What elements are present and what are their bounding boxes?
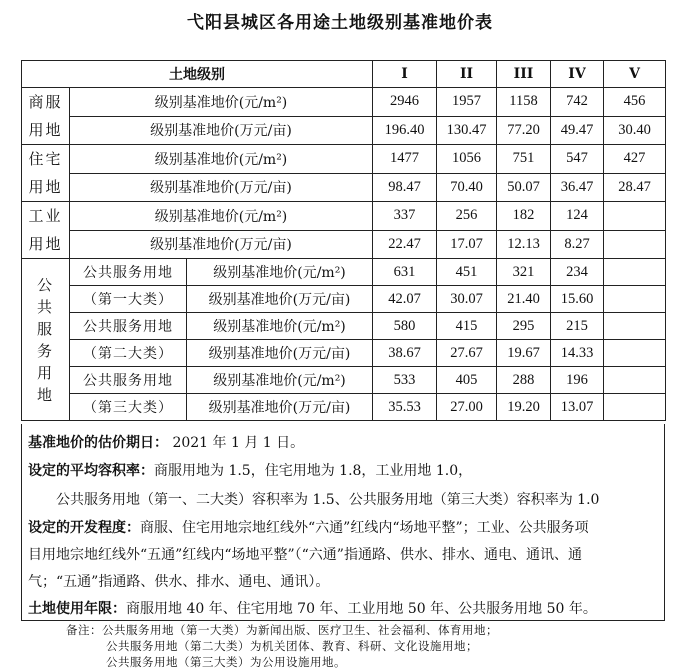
remark-line: 公共服务用地（第三大类）为公用设施用地。 [106,655,346,669]
value-cell: 321 [497,259,551,286]
note-development-line2: 目用地宗地红线外“五通”红线内“场地平整”（“六通”指通路、供水、排水、通电、通讯、通 [28,547,582,563]
table-row [22,259,666,286]
note-label: 基准地价的估价期日： [28,435,168,451]
value-cell [604,230,666,259]
remark-line: 备注：公共服务用地（第一大类）为新闻出版、医疗卫生、社会福利、体育用地； [66,623,498,637]
value-cell: 742 [551,88,604,117]
note-far-line2: 公共服务用地（第一、二大类）容积率为 1.5、公共服务用地（第三大类）容积率为 1.0 [56,492,600,508]
value-cell: 196.40 [373,116,437,145]
value-cell: 427 [604,145,666,174]
value-cell [604,394,666,421]
value-cell: 451 [437,259,497,286]
value-cell: 19.20 [497,394,551,421]
value-cell [604,286,666,313]
public-group-name: 公共服务用地 [70,367,187,394]
value-cell: 77.20 [497,116,551,145]
row-label: 级别基准地价(万元/亩) [187,394,373,421]
value-cell: 98.47 [373,173,437,202]
value-cell: 533 [373,367,437,394]
row-label: 级别基准地价(万元/亩) [187,286,373,313]
category-industrial: 工业用地 [22,202,70,259]
table-row [22,230,666,259]
notes-box [21,424,665,621]
value-cell: 70.40 [437,173,497,202]
value-cell: 234 [551,259,604,286]
category-public-label: 公共服务用地 [36,275,54,404]
value-cell: 751 [497,145,551,174]
value-cell: 12.13 [497,230,551,259]
row-label: 级别基准地价(元/m²) [187,367,373,394]
value-cell: 2946 [373,88,437,117]
value-cell: 22.47 [373,230,437,259]
value-cell: 17.07 [437,230,497,259]
row-label: 级别基准地价(万元/亩) [187,340,373,367]
note-text: 商服用地 40 年、住宅用地 70 年、工业用地 50 年、公共服务用地 50 年。 [126,601,597,617]
header-level-3: III [497,61,551,88]
page-title: 弋阳县城区各用途土地级别基准地价表 [187,13,493,33]
category-public [22,259,70,421]
note-label: 设定的开发程度： [28,520,140,536]
value-cell: 35.53 [373,394,437,421]
value-cell: 456 [604,88,666,117]
value-cell [604,340,666,367]
land-price-table [21,60,666,421]
value-cell: 14.33 [551,340,604,367]
table-row [22,313,666,340]
note-far [28,460,472,480]
value-cell [604,202,666,231]
value-cell: 30.40 [604,116,666,145]
table-row [22,116,666,145]
value-cell: 1957 [437,88,497,117]
value-cell: 295 [497,313,551,340]
table-row [22,145,666,174]
value-cell: 215 [551,313,604,340]
value-cell: 15.60 [551,286,604,313]
row-label: 级别基准地价(万元/亩) [70,173,373,202]
header-land-level: 土地级别 [22,61,373,88]
value-cell: 415 [437,313,497,340]
note-valuation-date [28,432,304,452]
value-cell: 42.07 [373,286,437,313]
header-level-2: II [437,61,497,88]
row-label: 级别基准地价(元/m²) [70,88,373,117]
table-row [22,367,666,394]
value-cell: 1158 [497,88,551,117]
value-cell: 631 [373,259,437,286]
value-cell: 30.07 [437,286,497,313]
row-label: 级别基准地价(万元/亩) [70,230,373,259]
value-cell: 13.07 [551,394,604,421]
row-label: 级别基准地价(万元/亩) [70,116,373,145]
value-cell [604,367,666,394]
note-label: 土地使用年限： [28,601,126,617]
value-cell: 124 [551,202,604,231]
row-label: 级别基准地价(元/m²) [70,145,373,174]
note-label: 设定的平均容积率： [28,463,154,479]
value-cell: 337 [373,202,437,231]
value-cell: 38.67 [373,340,437,367]
footer-remarks [66,622,498,670]
value-cell: 547 [551,145,604,174]
note-text: 商服、住宅用地宗地红线外“六通”红线内“场地平整”；工业、公共服务项 [140,520,589,536]
value-cell: 182 [497,202,551,231]
header-level-4: IV [551,61,604,88]
value-cell: 288 [497,367,551,394]
public-group-name: 公共服务用地 [70,313,187,340]
table-row [22,340,666,367]
table-row [22,394,666,421]
public-group-class: （第二大类） [70,340,187,367]
value-cell: 1056 [437,145,497,174]
table-row [22,286,666,313]
value-cell: 36.47 [551,173,604,202]
header-row [22,61,666,88]
note-text: 2021 年 1 月 1 日。 [168,435,305,451]
note-land-term [28,598,597,618]
value-cell: 580 [373,313,437,340]
value-cell: 1477 [373,145,437,174]
value-cell: 256 [437,202,497,231]
header-level-1: I [373,61,437,88]
remark-line: 公共服务用地（第二大类）为机关团体、教育、科研、文化设施用地； [106,639,478,653]
value-cell [604,259,666,286]
row-label: 级别基准地价(元/m²) [187,259,373,286]
public-group-class: （第三大类） [70,394,187,421]
table-row [22,202,666,231]
value-cell: 50.07 [497,173,551,202]
row-label: 级别基准地价(元/m²) [187,313,373,340]
value-cell: 8.27 [551,230,604,259]
note-development [28,517,589,537]
value-cell: 49.47 [551,116,604,145]
value-cell: 21.40 [497,286,551,313]
table-row [22,173,666,202]
category-commercial: 商服用地 [22,88,70,145]
table-row [22,88,666,117]
row-label: 级别基准地价(元/m²) [70,202,373,231]
header-level-5: V [604,61,666,88]
note-development-line3: 气；“五通”指通路、供水、排水、通电、通讯）。 [28,574,330,590]
value-cell [604,313,666,340]
value-cell: 19.67 [497,340,551,367]
value-cell: 27.00 [437,394,497,421]
public-group-class: （第一大类） [70,286,187,313]
note-text: 商服用地为 1.5，住宅用地为 1.8，工业用地 1.0， [154,463,473,479]
value-cell: 28.47 [604,173,666,202]
value-cell: 130.47 [437,116,497,145]
public-group-name: 公共服务用地 [70,259,187,286]
value-cell: 27.67 [437,340,497,367]
category-residential: 住宅用地 [22,145,70,202]
value-cell: 196 [551,367,604,394]
value-cell: 405 [437,367,497,394]
